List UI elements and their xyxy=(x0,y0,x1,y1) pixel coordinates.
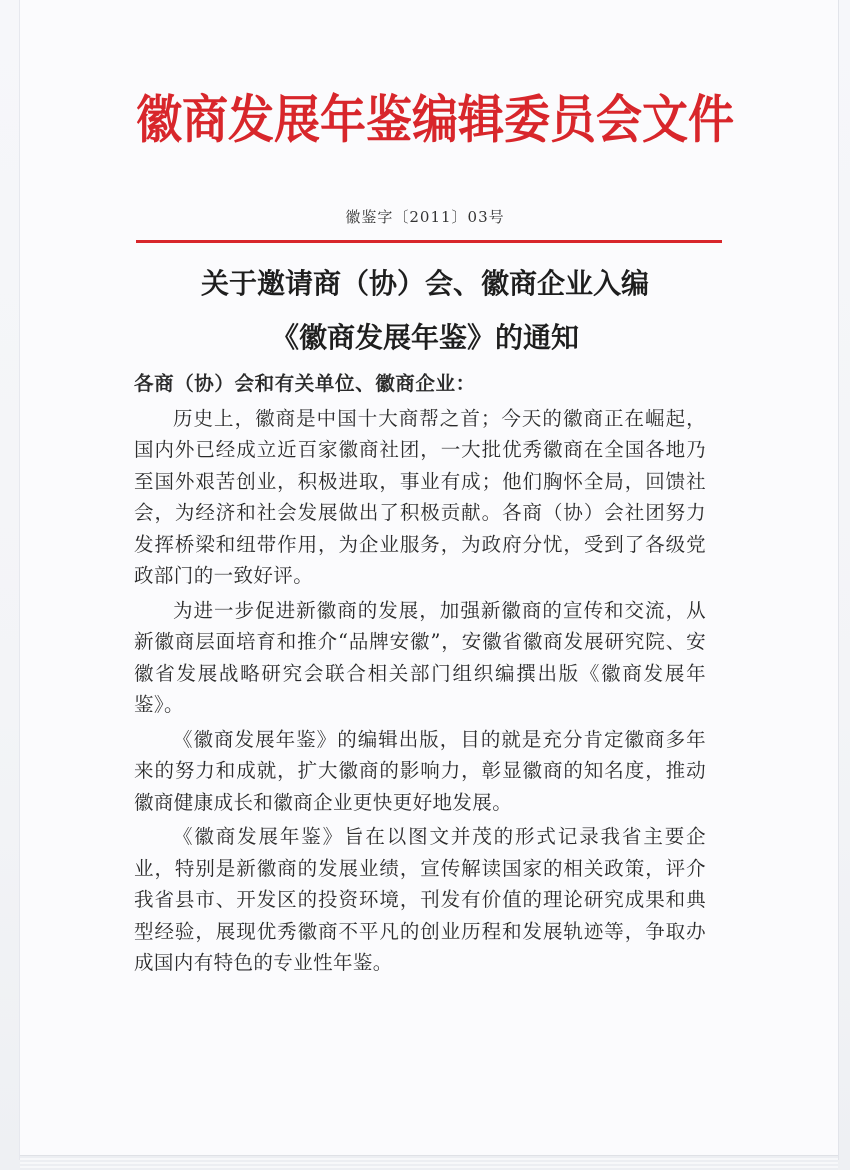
notice-title-line-2: 《徽商发展年鉴》的通知 xyxy=(270,321,579,354)
paragraph-goal: 《徽商发展年鉴》的编辑出版，目的就是充分肯定徽商多年来的努力和成就，扩大徽商的影响力，彰显徽商的知名度，推动徽商健康成长和徽商企业更快更好地发展。 xyxy=(134,727,706,814)
org-header-title: 徽商发展年鉴编辑委员会文件 xyxy=(136,89,734,150)
document-number: 徽鉴字〔2011〕03号 xyxy=(345,208,505,226)
stacked-page-edges xyxy=(20,1155,838,1170)
paragraph-content: 《徽商发展年鉴》旨在以图文并茂的形式记录我省主要企业，特别是新徽商的发展业绩，宣传解读国家的相关政策，评介我省县市、开发区的投资环境，刊发有价值的理论研究成果和典型经验，展现优秀徽商不平凡的创业历程和发展轨迹等，争取办成国内有特色的专业性年鉴。 xyxy=(134,825,706,974)
paragraph-purpose: 为进一步促进新徽商的发展，加强新徽商的宣传和交流，从新徽商层面培育和推介“品牌安徽”，安徽省徽商发展研究院、安徽省发展战略研究会联合相关部门组织编撰出版《徽商发展年鉴》。 xyxy=(134,598,706,716)
notice-body xyxy=(134,368,706,982)
red-divider-line xyxy=(136,240,722,243)
paragraph-history: 历史上，徽商是中国十大商帮之首；今天的徽商正在崛起，国内外已经成立近百家徽商社团，一大批优秀徽商在全国各地乃至国外艰苦创业，积极进取，事业有成；他们胸怀全局，回馈社会，为经济和社会发展做出了积极贡献。各商（协）会社团努力发挥桥梁和纽带作用，为企业服务，为政府分忧，受到了各级党政部门的一致好评。 xyxy=(134,406,706,587)
salutation: 各商（协）会和有关单位、徽商企业： xyxy=(134,372,476,395)
notice-title-line-1: 关于邀请商（协）会、徽商企业入编 xyxy=(200,267,649,300)
